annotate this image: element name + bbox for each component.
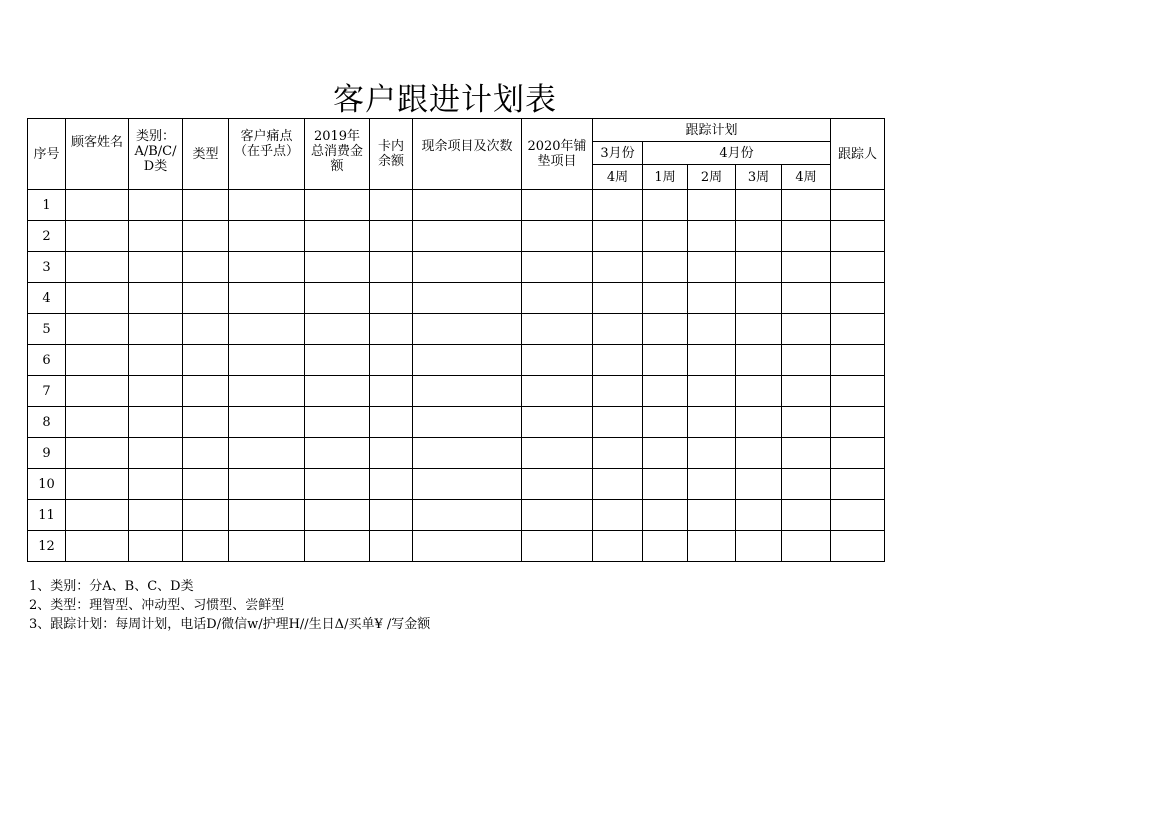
cell-card-balance[interactable]	[370, 190, 413, 221]
cell-april-week3[interactable]	[736, 531, 782, 562]
header-items-2020-text: 2020年铺垫项目	[527, 139, 587, 169]
cell-category[interactable]	[129, 221, 183, 252]
cell-items-2020[interactable]	[522, 283, 593, 314]
follow-up-plan-table	[27, 118, 885, 562]
cell-pain-point[interactable]	[229, 221, 305, 252]
cell-remaining-items[interactable]	[413, 469, 522, 500]
cell-card-balance[interactable]	[370, 283, 413, 314]
cell-pain-point[interactable]	[229, 531, 305, 562]
cell-category[interactable]	[129, 500, 183, 531]
cell-april-week4[interactable]	[782, 345, 831, 376]
cell-april-week2[interactable]	[688, 500, 736, 531]
header-pain-point	[229, 119, 305, 190]
cell-pain-point[interactable]	[229, 438, 305, 469]
cell-category[interactable]	[129, 252, 183, 283]
cell-march-week4[interactable]	[593, 376, 643, 407]
table-row	[28, 283, 885, 314]
cell-customer-name[interactable]	[66, 190, 129, 221]
cell-remaining-items[interactable]	[413, 221, 522, 252]
cell-april-week2[interactable]	[688, 345, 736, 376]
cell-customer-name[interactable]	[66, 345, 129, 376]
cell-items-2020[interactable]	[522, 252, 593, 283]
sheet-title: 客户跟进计划表	[333, 82, 557, 118]
cell-card-balance[interactable]	[370, 221, 413, 252]
cell-april-week2[interactable]	[688, 283, 736, 314]
row-number-cell: 6	[28, 345, 66, 376]
cell-spend-2019[interactable]	[305, 438, 370, 469]
cell-items-2020[interactable]	[522, 221, 593, 252]
cell-pain-point[interactable]	[229, 190, 305, 221]
header-april-week1: 1周	[643, 165, 688, 190]
header-april: 4月份	[643, 142, 831, 165]
header-card-balance	[370, 119, 413, 190]
cell-type[interactable]	[183, 221, 229, 252]
cell-march-week4[interactable]	[593, 252, 643, 283]
cell-items-2020[interactable]	[522, 190, 593, 221]
cell-april-week1[interactable]	[643, 314, 688, 345]
cell-april-week1[interactable]	[643, 221, 688, 252]
cell-spend-2019[interactable]	[305, 531, 370, 562]
cell-april-week3[interactable]	[736, 252, 782, 283]
cell-april-week1[interactable]	[643, 283, 688, 314]
cell-pain-point[interactable]	[229, 314, 305, 345]
table-row	[28, 314, 885, 345]
cell-spend-2019[interactable]	[305, 252, 370, 283]
cell-spend-2019[interactable]	[305, 283, 370, 314]
cell-march-week4[interactable]	[593, 314, 643, 345]
header-spend-2019	[305, 119, 370, 190]
table-row	[28, 438, 885, 469]
row-number-cell: 10	[28, 469, 66, 500]
header-remaining-items-text: 现余项目及次数	[421, 139, 513, 154]
table-row	[28, 190, 885, 221]
header-category	[129, 119, 183, 190]
row-number-cell: 1	[28, 190, 66, 221]
cell-category[interactable]	[129, 314, 183, 345]
header-seq: 序号	[28, 119, 66, 190]
header-tracking-plan: 跟踪计划	[593, 119, 831, 142]
cell-category[interactable]	[129, 407, 183, 438]
cell-tracker[interactable]	[831, 283, 885, 314]
header-items-2020	[522, 119, 593, 190]
cell-april-week2[interactable]	[688, 221, 736, 252]
header-card-balance-text: 卡内余额	[377, 139, 404, 169]
cell-april-week1[interactable]	[643, 376, 688, 407]
cell-april-week4[interactable]	[782, 252, 831, 283]
cell-card-balance[interactable]	[370, 469, 413, 500]
cell-remaining-items[interactable]	[413, 252, 522, 283]
row-number-cell: 3	[28, 252, 66, 283]
row-number-cell: 4	[28, 283, 66, 314]
cell-april-week3[interactable]	[736, 190, 782, 221]
cell-customer-name[interactable]	[66, 438, 129, 469]
header-march-week4: 4周	[593, 165, 643, 190]
cell-card-balance[interactable]	[370, 376, 413, 407]
cell-type[interactable]	[183, 438, 229, 469]
cell-tracker[interactable]	[831, 190, 885, 221]
header-pain-point-text: 客户痛点（在乎点）	[234, 129, 300, 159]
cell-april-week4[interactable]	[782, 314, 831, 345]
cell-tracker[interactable]	[831, 531, 885, 562]
header-type: 类型	[183, 119, 229, 190]
row-number-cell: 5	[28, 314, 66, 345]
cell-march-week4[interactable]	[593, 407, 643, 438]
cell-april-week1[interactable]	[643, 345, 688, 376]
cell-april-week4[interactable]	[782, 469, 831, 500]
table-row	[28, 500, 885, 531]
cell-april-week1[interactable]	[643, 500, 688, 531]
cell-april-week3[interactable]	[736, 376, 782, 407]
cell-april-week1[interactable]	[643, 469, 688, 500]
row-number-cell: 12	[28, 531, 66, 562]
cell-items-2020[interactable]	[522, 376, 593, 407]
cell-april-week3[interactable]	[736, 345, 782, 376]
cell-items-2020[interactable]	[522, 469, 593, 500]
cell-april-week3[interactable]	[736, 407, 782, 438]
cell-pain-point[interactable]	[229, 283, 305, 314]
cell-spend-2019[interactable]	[305, 190, 370, 221]
cell-april-week2[interactable]	[688, 469, 736, 500]
table-row	[28, 252, 885, 283]
header-spend-2019-text: 2019年总消费金额	[310, 129, 363, 174]
cell-remaining-items[interactable]	[413, 283, 522, 314]
cell-march-week4[interactable]	[593, 469, 643, 500]
cell-april-week4[interactable]	[782, 407, 831, 438]
cell-items-2020[interactable]	[522, 438, 593, 469]
cell-customer-name[interactable]	[66, 531, 129, 562]
cell-april-week3[interactable]	[736, 469, 782, 500]
cell-customer-name[interactable]	[66, 469, 129, 500]
cell-remaining-items[interactable]	[413, 438, 522, 469]
cell-april-week3[interactable]	[736, 500, 782, 531]
cell-spend-2019[interactable]	[305, 345, 370, 376]
table-row	[28, 221, 885, 252]
cell-card-balance[interactable]	[370, 314, 413, 345]
cell-april-week1[interactable]	[643, 407, 688, 438]
cell-tracker[interactable]	[831, 221, 885, 252]
cell-april-week2[interactable]	[688, 314, 736, 345]
cell-april-week4[interactable]	[782, 190, 831, 221]
cell-april-week2[interactable]	[688, 376, 736, 407]
cell-march-week4[interactable]	[593, 345, 643, 376]
cell-march-week4[interactable]	[593, 500, 643, 531]
cell-category[interactable]	[129, 438, 183, 469]
cell-april-week2[interactable]	[688, 407, 736, 438]
cell-type[interactable]	[183, 500, 229, 531]
cell-pain-point[interactable]	[229, 500, 305, 531]
cell-type[interactable]	[183, 376, 229, 407]
header-category-text: 类别：A/B/C/D类	[134, 129, 177, 174]
cell-customer-name[interactable]	[66, 314, 129, 345]
cell-items-2020[interactable]	[522, 407, 593, 438]
cell-type[interactable]	[183, 345, 229, 376]
table-row	[28, 531, 885, 562]
cell-remaining-items[interactable]	[413, 314, 522, 345]
cell-april-week2[interactable]	[688, 190, 736, 221]
header-march: 3月份	[593, 142, 643, 165]
cell-items-2020[interactable]	[522, 531, 593, 562]
cell-customer-name[interactable]	[66, 376, 129, 407]
cell-pain-point[interactable]	[229, 345, 305, 376]
cell-april-week3[interactable]	[736, 438, 782, 469]
table-row	[28, 376, 885, 407]
row-number-cell: 9	[28, 438, 66, 469]
cell-category[interactable]	[129, 283, 183, 314]
cell-tracker[interactable]	[831, 252, 885, 283]
note-category: 1、类别：分A、B、C、D类	[29, 579, 194, 594]
cell-april-week1[interactable]	[643, 190, 688, 221]
cell-march-week4[interactable]	[593, 438, 643, 469]
row-number-cell: 2	[28, 221, 66, 252]
cell-type[interactable]	[183, 283, 229, 314]
cell-type[interactable]	[183, 252, 229, 283]
cell-tracker[interactable]	[831, 376, 885, 407]
cell-march-week4[interactable]	[593, 190, 643, 221]
row-number-cell: 8	[28, 407, 66, 438]
cell-spend-2019[interactable]	[305, 221, 370, 252]
cell-customer-name[interactable]	[66, 283, 129, 314]
cell-april-week3[interactable]	[736, 221, 782, 252]
cell-remaining-items[interactable]	[413, 531, 522, 562]
cell-april-week2[interactable]	[688, 531, 736, 562]
cell-march-week4[interactable]	[593, 283, 643, 314]
cell-april-week2[interactable]	[688, 252, 736, 283]
cell-spend-2019[interactable]	[305, 376, 370, 407]
cell-april-week4[interactable]	[782, 438, 831, 469]
cell-april-week1[interactable]	[643, 531, 688, 562]
cell-pain-point[interactable]	[229, 376, 305, 407]
cell-march-week4[interactable]	[593, 531, 643, 562]
cell-category[interactable]	[129, 345, 183, 376]
row-number-cell: 11	[28, 500, 66, 531]
cell-april-week2[interactable]	[688, 438, 736, 469]
cell-remaining-items[interactable]	[413, 407, 522, 438]
cell-april-week3[interactable]	[736, 314, 782, 345]
row-number-cell: 7	[28, 376, 66, 407]
cell-type[interactable]	[183, 190, 229, 221]
cell-pain-point[interactable]	[229, 252, 305, 283]
cell-april-week4[interactable]	[782, 531, 831, 562]
cell-april-week4[interactable]	[782, 500, 831, 531]
cell-tracker[interactable]	[831, 469, 885, 500]
note-type: 2、类型：理智型、冲动型、习惯型、尝鲜型	[29, 598, 285, 613]
cell-tracker[interactable]	[831, 438, 885, 469]
cell-tracker[interactable]	[831, 314, 885, 345]
cell-customer-name[interactable]	[66, 500, 129, 531]
table-row	[28, 469, 885, 500]
cell-tracker[interactable]	[831, 345, 885, 376]
notes	[29, 577, 430, 634]
header-customer-name-text: 顾客姓名	[71, 135, 124, 150]
header-remaining-items	[413, 119, 522, 190]
header-customer-name	[66, 119, 129, 190]
cell-april-week4[interactable]	[782, 283, 831, 314]
cell-april-week4[interactable]	[782, 221, 831, 252]
cell-card-balance[interactable]	[370, 252, 413, 283]
cell-customer-name[interactable]	[66, 221, 129, 252]
cell-april-week1[interactable]	[643, 252, 688, 283]
header-tracker: 跟踪人	[831, 119, 885, 190]
cell-march-week4[interactable]	[593, 221, 643, 252]
cell-card-balance[interactable]	[370, 345, 413, 376]
cell-april-week3[interactable]	[736, 283, 782, 314]
cell-spend-2019[interactable]	[305, 469, 370, 500]
cell-category[interactable]	[129, 469, 183, 500]
table-row	[28, 345, 885, 376]
cell-remaining-items[interactable]	[413, 376, 522, 407]
cell-spend-2019[interactable]	[305, 407, 370, 438]
header-april-week4: 4周	[782, 165, 831, 190]
cell-items-2020[interactable]	[522, 314, 593, 345]
cell-april-week1[interactable]	[643, 438, 688, 469]
table-row	[28, 407, 885, 438]
cell-remaining-items[interactable]	[413, 500, 522, 531]
note-tracking-plan: 3、跟踪计划：每周计划，电话D/微信w/护理H//生日Δ/买单¥ /写金额	[29, 617, 431, 632]
cell-type[interactable]	[183, 407, 229, 438]
cell-pain-point[interactable]	[229, 469, 305, 500]
cell-remaining-items[interactable]	[413, 190, 522, 221]
cell-type[interactable]	[183, 314, 229, 345]
cell-card-balance[interactable]	[370, 438, 413, 469]
cell-category[interactable]	[129, 376, 183, 407]
cell-type[interactable]	[183, 469, 229, 500]
cell-april-week4[interactable]	[782, 376, 831, 407]
cell-items-2020[interactable]	[522, 345, 593, 376]
header-april-week3: 3周	[736, 165, 782, 190]
cell-tracker[interactable]	[831, 500, 885, 531]
cell-type[interactable]	[183, 531, 229, 562]
cell-card-balance[interactable]	[370, 407, 413, 438]
cell-remaining-items[interactable]	[413, 345, 522, 376]
header-april-week2: 2周	[688, 165, 736, 190]
cell-card-balance[interactable]	[370, 500, 413, 531]
cell-pain-point[interactable]	[229, 407, 305, 438]
cell-customer-name[interactable]	[66, 252, 129, 283]
cell-spend-2019[interactable]	[305, 500, 370, 531]
cell-category[interactable]	[129, 190, 183, 221]
cell-card-balance[interactable]	[370, 531, 413, 562]
cell-tracker[interactable]	[831, 407, 885, 438]
cell-customer-name[interactable]	[66, 407, 129, 438]
cell-spend-2019[interactable]	[305, 314, 370, 345]
cell-category[interactable]	[129, 531, 183, 562]
cell-items-2020[interactable]	[522, 500, 593, 531]
